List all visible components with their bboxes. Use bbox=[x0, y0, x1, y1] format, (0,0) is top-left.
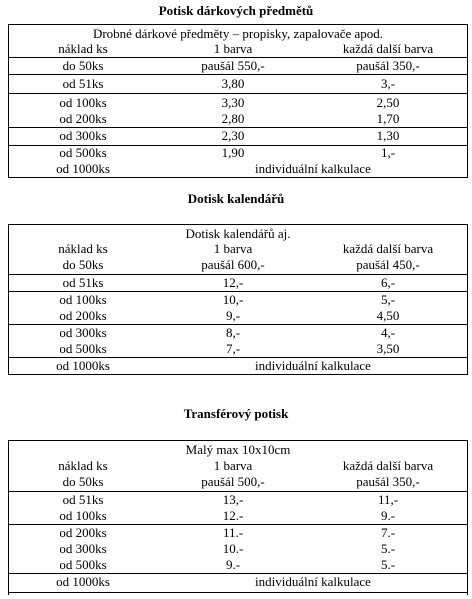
price-table bbox=[8, 24, 468, 178]
table-row bbox=[8, 111, 468, 127]
cell-extra-color: paušál 350,- bbox=[356, 474, 420, 489]
header-quantity: náklad ks bbox=[58, 458, 108, 473]
cell-quantity: od 200ks bbox=[59, 308, 107, 323]
table-header-row bbox=[8, 458, 468, 474]
table-row bbox=[8, 145, 468, 161]
cell-quantity: do 50ks bbox=[62, 474, 104, 489]
table-caption: Dotisk kalendářů aj. bbox=[185, 226, 291, 241]
header-each-extra-color: každá další barva bbox=[342, 241, 434, 256]
cell-one-color: 13,- bbox=[222, 492, 244, 507]
table-caption: Malý max 10x10cm bbox=[185, 442, 291, 457]
cell-one-color: 11.- bbox=[222, 525, 244, 540]
cell-quantity: od 100ks bbox=[59, 508, 107, 523]
cell-one-color: 9,- bbox=[225, 308, 241, 323]
cell-one-color: 9.- bbox=[225, 557, 241, 572]
cell-quantity: od 300ks bbox=[59, 541, 107, 556]
cell-quantity: od 51ks bbox=[62, 492, 104, 507]
price-table bbox=[8, 224, 468, 375]
cell-extra-color: 5,- bbox=[380, 292, 396, 307]
header-one-color: 1 barva bbox=[213, 241, 253, 256]
table-header-row bbox=[8, 41, 468, 57]
cell-quantity: od 300ks bbox=[59, 128, 107, 143]
cell-individual-calculation: individuální kalkulace bbox=[255, 358, 371, 373]
cell-one-color: 12,- bbox=[222, 275, 244, 290]
cell-one-color: 8,- bbox=[225, 325, 241, 340]
table-caption: Drobné dárkové předměty – propisky, zapalovače apod. bbox=[92, 26, 384, 41]
cell-quantity: do 50ks bbox=[62, 58, 104, 73]
header-quantity: náklad ks bbox=[58, 241, 108, 256]
cell-individual-calculation: individuální kalkulace bbox=[255, 574, 371, 589]
cell-quantity: od 51ks bbox=[62, 275, 104, 290]
cell-extra-color: 7.- bbox=[380, 525, 396, 540]
cell-quantity: od 200ks bbox=[59, 525, 107, 540]
cell-extra-color: 3,50 bbox=[376, 341, 400, 356]
table-row bbox=[8, 308, 468, 324]
table-row bbox=[8, 325, 468, 341]
cell-quantity: od 1000ks bbox=[56, 358, 110, 373]
cell-extra-color: 11,- bbox=[377, 492, 399, 507]
cell-one-color: 10.- bbox=[222, 541, 244, 556]
section-title: Transférový potisk bbox=[183, 406, 289, 421]
cell-quantity: od 200ks bbox=[59, 111, 107, 126]
cell-one-color: paušál 500,- bbox=[201, 474, 265, 489]
table-row bbox=[8, 492, 468, 508]
table-row-last bbox=[8, 358, 468, 374]
cell-extra-color: 1,30 bbox=[376, 128, 400, 143]
table-row bbox=[8, 128, 468, 144]
table-row bbox=[8, 95, 468, 111]
cell-quantity: od 1000ks bbox=[56, 574, 110, 589]
header-each-extra-color: každá další barva bbox=[342, 458, 434, 473]
table-row bbox=[8, 275, 468, 291]
cell-one-color: 2,30 bbox=[221, 128, 245, 143]
table-row bbox=[8, 58, 468, 74]
cell-quantity: od 300ks bbox=[59, 325, 107, 340]
cell-extra-color: 1,70 bbox=[376, 111, 400, 126]
price-table bbox=[8, 440, 468, 595]
table-header-row bbox=[8, 241, 468, 257]
header-one-color: 1 barva bbox=[213, 458, 253, 473]
table-row bbox=[8, 341, 468, 357]
cell-quantity: od 100ks bbox=[59, 292, 107, 307]
cell-quantity: od 500ks bbox=[59, 145, 107, 160]
cell-individual-calculation: individuální kalkulace bbox=[255, 161, 371, 176]
cell-extra-color: 9.- bbox=[380, 508, 396, 523]
header-one-color: 1 barva bbox=[213, 41, 253, 56]
cell-quantity: od 100ks bbox=[59, 95, 107, 110]
cell-quantity: od 500ks bbox=[59, 341, 107, 356]
cell-extra-color: paušál 350,- bbox=[356, 58, 420, 73]
cell-quantity: od 51ks bbox=[62, 76, 104, 91]
cell-one-color: 2,80 bbox=[221, 111, 245, 126]
table-row-last bbox=[8, 574, 468, 590]
cell-one-color: 12.- bbox=[222, 508, 244, 523]
cell-one-color: paušál 550,- bbox=[201, 58, 265, 73]
cell-one-color: 3,80 bbox=[221, 76, 245, 91]
cell-extra-color: 1,- bbox=[380, 145, 396, 160]
cell-extra-color: 5.- bbox=[380, 557, 396, 572]
header-quantity: náklad ks bbox=[58, 41, 108, 56]
cell-quantity: od 500ks bbox=[59, 557, 107, 572]
cell-quantity: od 1000ks bbox=[56, 161, 110, 176]
table-row bbox=[8, 541, 468, 557]
section-title: Dotisk kalendářů bbox=[187, 191, 285, 206]
cell-extra-color: 4,50 bbox=[376, 308, 400, 323]
table-row bbox=[8, 474, 468, 490]
cell-one-color: paušál 600,- bbox=[201, 257, 265, 272]
table-row bbox=[8, 508, 468, 524]
header-each-extra-color: každá další barva bbox=[342, 41, 434, 56]
cell-one-color: 1,90 bbox=[221, 145, 245, 160]
section-title: Potisk dárkových předmětů bbox=[158, 3, 314, 18]
cell-one-color: 7,- bbox=[225, 341, 241, 356]
cell-extra-color: paušál 450,- bbox=[356, 257, 420, 272]
cell-extra-color: 3,- bbox=[380, 76, 396, 91]
table-row bbox=[8, 292, 468, 308]
table-row bbox=[8, 257, 468, 273]
cell-one-color: 10,- bbox=[222, 292, 244, 307]
table-row bbox=[8, 525, 468, 541]
cell-extra-color: 2,50 bbox=[376, 95, 400, 110]
cell-quantity: do 50ks bbox=[62, 257, 104, 272]
table-row bbox=[8, 76, 468, 92]
cell-extra-color: 4,- bbox=[380, 325, 396, 340]
table-row-last bbox=[8, 161, 468, 177]
cell-one-color: 3,30 bbox=[221, 95, 245, 110]
table-row bbox=[8, 557, 468, 573]
cell-extra-color: 6,- bbox=[380, 275, 396, 290]
cell-extra-color: 5.- bbox=[380, 541, 396, 556]
